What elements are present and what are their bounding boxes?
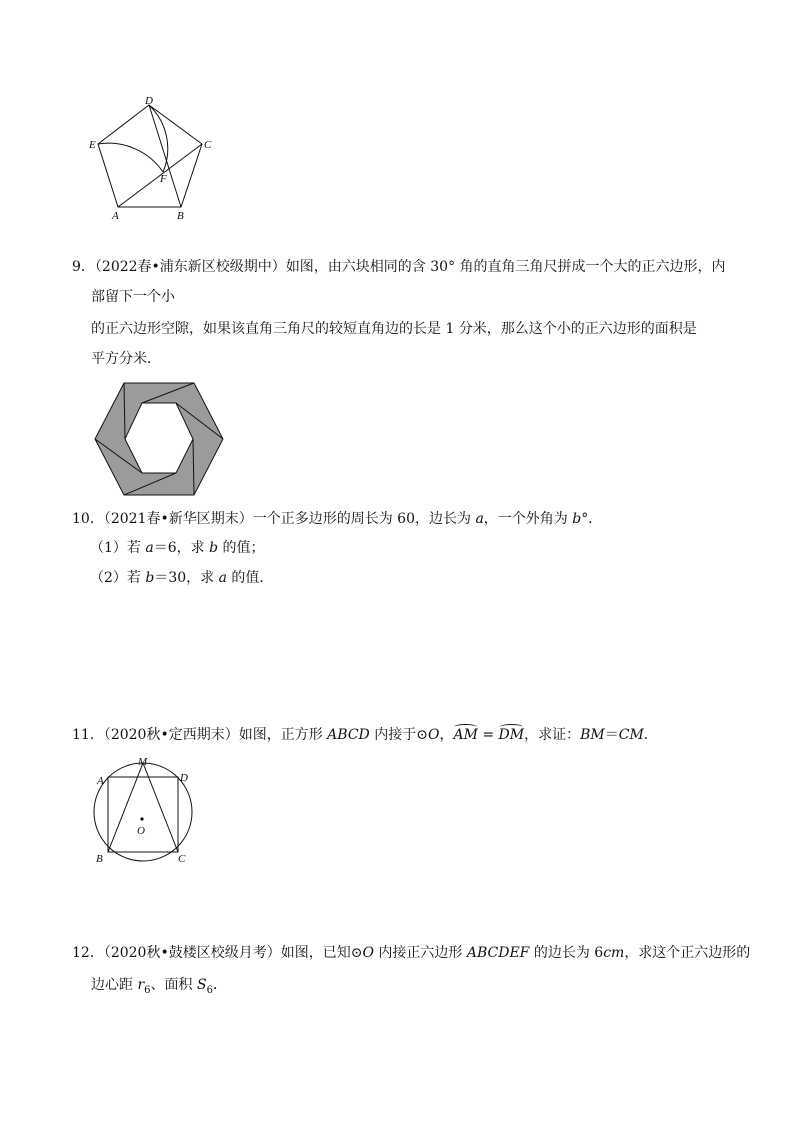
q11-text-b: 内接于⊙ (369, 727, 428, 743)
q12-text-d: ，求这个正六边形的 (624, 945, 751, 961)
segment-db (149, 105, 181, 207)
q11-var-cm: CM (618, 727, 644, 743)
q11-arc-dm: DM (498, 727, 525, 743)
q11-arc-am: AM (453, 727, 478, 743)
segment-bm (108, 763, 143, 852)
circle-o (94, 763, 192, 861)
q11-text-d: ，求证： (524, 727, 581, 743)
label-b2: B (96, 853, 103, 865)
q12-text-b: 内接正六边形 (373, 945, 467, 961)
q9-text-2: 部留下一个小 (91, 289, 175, 305)
label-c: C (204, 139, 212, 151)
label-m: M (138, 756, 148, 768)
q11-text-c: ， (439, 727, 454, 743)
q11-var-o: O (427, 727, 440, 743)
q9-line3 (91, 319, 697, 339)
label-a: A (112, 210, 119, 220)
label-f: F (160, 173, 167, 185)
q9-number: 9． (72, 259, 95, 275)
q11-eq: = (477, 727, 499, 743)
q10-part2-pre: （2）若 (90, 570, 146, 586)
q11-number: 11． (72, 727, 104, 743)
q11-source: （2020秋•定西期末） (103, 727, 239, 743)
q11-text-a: 如图，正方形 (238, 727, 328, 743)
q11-line1 (72, 725, 658, 745)
q11-var-bm: BM (580, 727, 605, 743)
q9-source: （2022春•浦东新区校级期中） (94, 259, 286, 275)
q12-var-r: r (137, 977, 145, 993)
q10-part2-post: 的值． (226, 570, 274, 586)
label-o: O (137, 825, 145, 837)
label-d2: D (180, 772, 188, 784)
q9-text-1: 如图，由六块相同的含 30° 角的直角三角尺拼成一个大的正六边形，内 (285, 259, 726, 275)
q10-part1-var2: b (209, 540, 219, 556)
q12-var-cm: cm (603, 945, 625, 961)
q12-line2-a: 边心距 (91, 977, 138, 993)
q12-var-s: S (196, 977, 207, 993)
q12-line2-c: ． (212, 977, 227, 993)
circle-square-figure (90, 752, 205, 870)
segment-cm (143, 763, 178, 852)
center-dot (140, 817, 143, 820)
q10-part2-var2: a (218, 570, 227, 586)
arc-ef (98, 143, 163, 172)
q12-number: 12． (72, 945, 104, 961)
q12-text-a: 如图，已知⊙ (280, 945, 363, 961)
q12-text-c: 的边长为 6 (529, 945, 604, 961)
q9-line1 (72, 257, 726, 277)
q10-part2-mid: ＝30，求 (154, 570, 219, 586)
q12-sub-r: 6 (144, 984, 151, 996)
q10-text-b: ，一个外角为 (483, 511, 573, 527)
q10-line1 (72, 509, 602, 529)
hexagon-figure (92, 380, 226, 498)
q12-line2-b: 、面积 (150, 977, 197, 993)
q10-part1-post: 的值； (218, 540, 265, 556)
q10-part1 (90, 538, 265, 558)
q11-text-e: ＝ (604, 727, 619, 743)
q11-text-f: ． (643, 727, 658, 743)
q12-var-o: O (362, 945, 374, 961)
q12-var-hex: ABCDEF (466, 945, 530, 961)
q10-part1-pre: （1）若 (90, 540, 146, 556)
q9-text-4: 平方分米． (91, 351, 161, 367)
q10-part1-mid: ＝6，求 (153, 540, 210, 556)
label-e: E (89, 139, 96, 151)
q9-line4 (91, 349, 161, 369)
label-a2: A (97, 775, 104, 787)
q9-line2 (91, 287, 175, 307)
q10-source: （2021春•新华区期末） (103, 511, 253, 527)
q10-number: 10． (72, 511, 104, 527)
q10-var-a: a (475, 511, 484, 527)
q10-part2 (90, 568, 273, 588)
square-abcd (108, 777, 178, 852)
q9-text-3: 的正六边形空隙，如果该直角三角尺的较短直角边的长是 1 分米，那么这个小的正六边形的面积是 (91, 321, 697, 337)
q11-var-abcd: ABCD (327, 727, 370, 743)
label-c2: C (178, 853, 186, 865)
q12-line2 (91, 975, 227, 1001)
q12-sub-s: 6 (206, 984, 213, 996)
q10-text-a: 一个正多边形的周长为 60，边长为 (252, 511, 476, 527)
q10-text-c: °． (581, 511, 603, 527)
label-d: D (145, 95, 153, 107)
q12-line1 (72, 943, 750, 963)
q12-source: （2020秋•鼓楼区校级月考） (103, 945, 281, 961)
q10-part2-var1: b (145, 570, 155, 586)
q10-var-b: b (572, 511, 582, 527)
q10-part1-var1: a (145, 540, 154, 556)
label-b: B (177, 210, 184, 220)
pentagon-figure (85, 95, 215, 220)
